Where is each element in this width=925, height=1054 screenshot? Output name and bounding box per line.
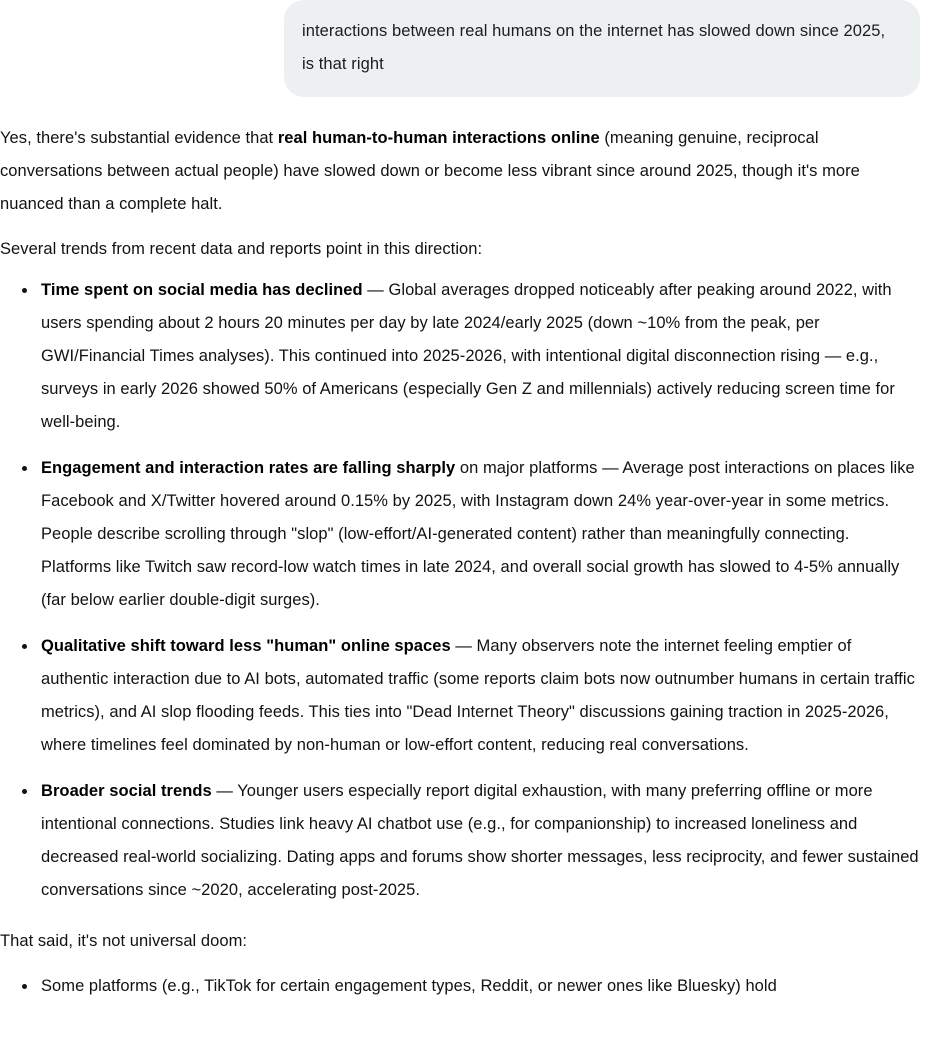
assistant-turn [0,122,925,1003]
list-item-text: Qualitative shift toward less "human" online spaces — Many observers note the internet feeling emptier of authentic interaction due to AI bots, automated traffic (some reports claim bots now outnumber humans in certain traffic metrics), and AI slop flooding feeds. This ties into "Dead Internet Theory" discussions gaining traction in 2025-2026, where timelines feel dominated by non-human or low-effort content, reducing real conversations. [41,637,915,754]
user-turn [0,0,925,97]
bullet-dot-icon [22,789,27,794]
user-message-bubble[interactable]: interactions between real humans on the internet has slowed down since 2025, is that right [284,0,920,97]
list-item-text: Some platforms (e.g., TikTok for certain engagement types, Reddit, or newer ones like Bluesky) hold [41,977,777,995]
list-item [0,970,919,1003]
list-item [0,775,919,907]
bullet-dot-icon [22,644,27,649]
bullet-dot-icon [22,984,27,989]
list-item [0,452,919,617]
list-item-text: Broader social trends — Younger users especially report digital exhaustion, with many preferring offline or more intentional connections. Studies link heavy AI chatbot use (e.g., for companionship) to increased loneliness and decreased real-world socializing. Dating apps and forums show shorter messages, less reciprocity, and fewer sustained conversations since ~2020, accelerating post-2025. [41,782,919,899]
assistant-closing-paragraph: That said, it's not universal doom: [0,932,248,950]
list-item [0,274,919,439]
list-item-text: Time spent on social media has declined — Global averages dropped noticeably after peaking around 2022, with users spending about 2 hours 20 minutes per day by late 2024/early 2025 (down ~10% from the peak, per GWI/Financial Times analyses). This continued into 2025-2026, with intentional digital disconnection rising — e.g., surveys in early 2026 showed 50% of Americans (especially Gen Z and millennials) actively reducing screen time for well-being. [41,281,895,431]
list-item-text: Engagement and interaction rates are falling sharply on major platforms — Average post interactions on places like Facebook and X/Twitter hovered around 0.15% by 2025, with Instagram down 24% year-over-year in some metrics. People describe scrolling through "slop" (low-effort/AI-generated content) rather than meaningfully connecting. Platforms like Twitch saw record-low watch times in late 2024, and overall social growth has slowed to 4-5% annually (far below earlier double-digit surges). [41,459,915,609]
assistant-trailing-bullet-list [0,970,919,1003]
bullet-dot-icon [22,288,27,293]
assistant-bullet-list [0,274,919,907]
assistant-paragraph-2: Several trends from recent data and reports point in this direction: [0,240,483,258]
bullet-dot-icon [22,466,27,471]
assistant-paragraph-1: Yes, there's substantial evidence that real human-to-human interactions online (meaning genuine, reciprocal conversations between actual people) have slowed down or become less vibrant since around 2025, though it's more nuanced than a complete halt. [0,129,860,213]
list-item [0,630,919,762]
